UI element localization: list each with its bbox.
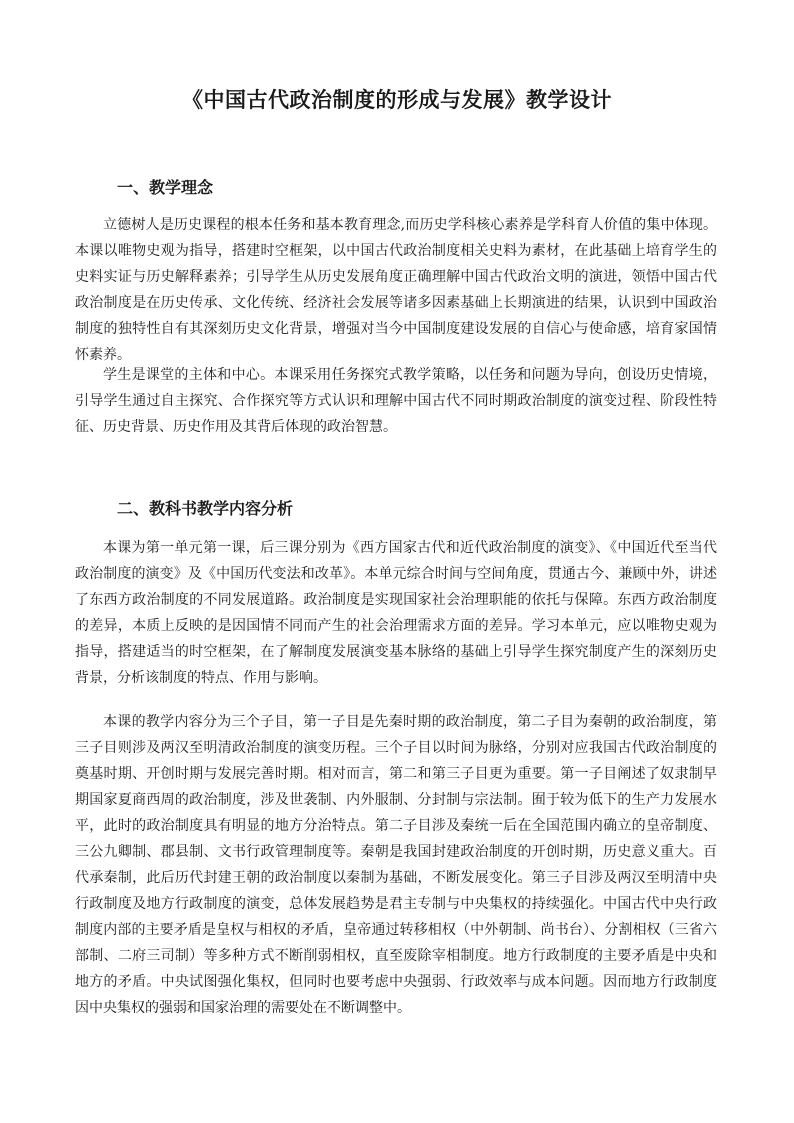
- paragraph: 学生是课堂的主体和中心。本课采用任务探究式教学策略，以任务和问题为导向，创设历史情境，引导学生通过自主探究、合作探究等方式认识和理解中国古代不同时期政治制度的演变过程、阶段性特征、历史背景、历史作用及其背后体现的政治智慧。: [75, 367, 717, 435]
- section-heading-textbook-analysis: 二、教科书教学内容分析: [117, 499, 294, 518]
- section-heading-teaching-philosophy: 一、教学理念: [117, 178, 214, 197]
- paragraph: 立德树人是历史课程的根本任务和基本教育理念,而历史学科核心素养是学科育人价值的集中体现。本课以唯物史观为指导，搭建时空框架，以中国古代政治制度相关史料为素材，在此基础上培育学生的史料实证与历史解释素养；引导学生从历史发展角度正确理解中国古代政治文明的演进，领悟中国古代政治制度是在历史传承、文化传统、经济社会发展等诸多因素基础上长期演进的结果，认识到中国政治制度的独特性自有其深刻历史文化背景，增强对当今中国制度建设发展的自信心与使命感，培育家国情怀素养。: [75, 217, 717, 363]
- document-title: 《中国古代政治制度的形成与发展》教学设计: [182, 87, 612, 112]
- paragraph: 本课为第一单元第一课，后三课分别为《西方国家古代和近代政治制度的演变》、《中国近代至当代政治制度的演变》及《中国历代变法和改革》。本单元综合时间与空间角度，贯通古今、兼顾中外，讲述了东西方政治制度的不同发展道路。政治制度是实现国家社会治理职能的依托与保障。东西方政治制度的差异，本质上反映的是因国情不同而产生的社会治理需求方面的差异。学习本单元，应以唯物史观为指导，搭建适当的时空框架，在了解制度发展演变基本脉络的基础上引导学生探究制度产生的深刻历史背景，分析该制度的特点、作用与影响。: [75, 540, 717, 686]
- paragraph: 本课的教学内容分为三个子目，第一子目是先秦时期的政治制度，第二子目为秦朝的政治制度，第三子目则涉及两汉至明清政治制度的演变历程。三个子目以时间为脉络，分别对应我国古代政治制度的奠基时期、开创时期与发展完善时期。相对而言，第二和第三子目更为重要。第一子目阐述了奴隶制早期国家夏商西周的政治制度，涉及世袭制、内外服制、分封制与宗法制。囿于较为低下的生产力发展水平，此时的政治制度具有明显的地方分治特点。第二子目涉及秦统一后在全国范围内确立的皇帝制度、三公九卿制、郡县制、文书行政管理制度等。秦朝是我国封建政治制度的开创时期，历史意义重大。百代承秦制，此后历代封建王朝的政治制度以秦制为基础，不断发展变化。第三子目涉及两汉至明清中央行政制度及地方行政制度的演变，总体发展趋势是君主专制与中央集权的持续强化。中国古代中央行政制度内部的主要矛盾是皇权与相权的矛盾，皇帝通过转移相权（中外朝制、尚书台）、分割相权（三省六部制、二府三司制）等多种方式不断削弱相权，直至废除宰相制度。地方行政制度的主要矛盾是中央和地方的矛盾。中央试图强化集权，但同时也要考虑中央强弱、行政效率与成本问题。因而地方行政制度因中央集权的强弱和国家治理的需要处在不断调整中。: [75, 714, 717, 1016]
